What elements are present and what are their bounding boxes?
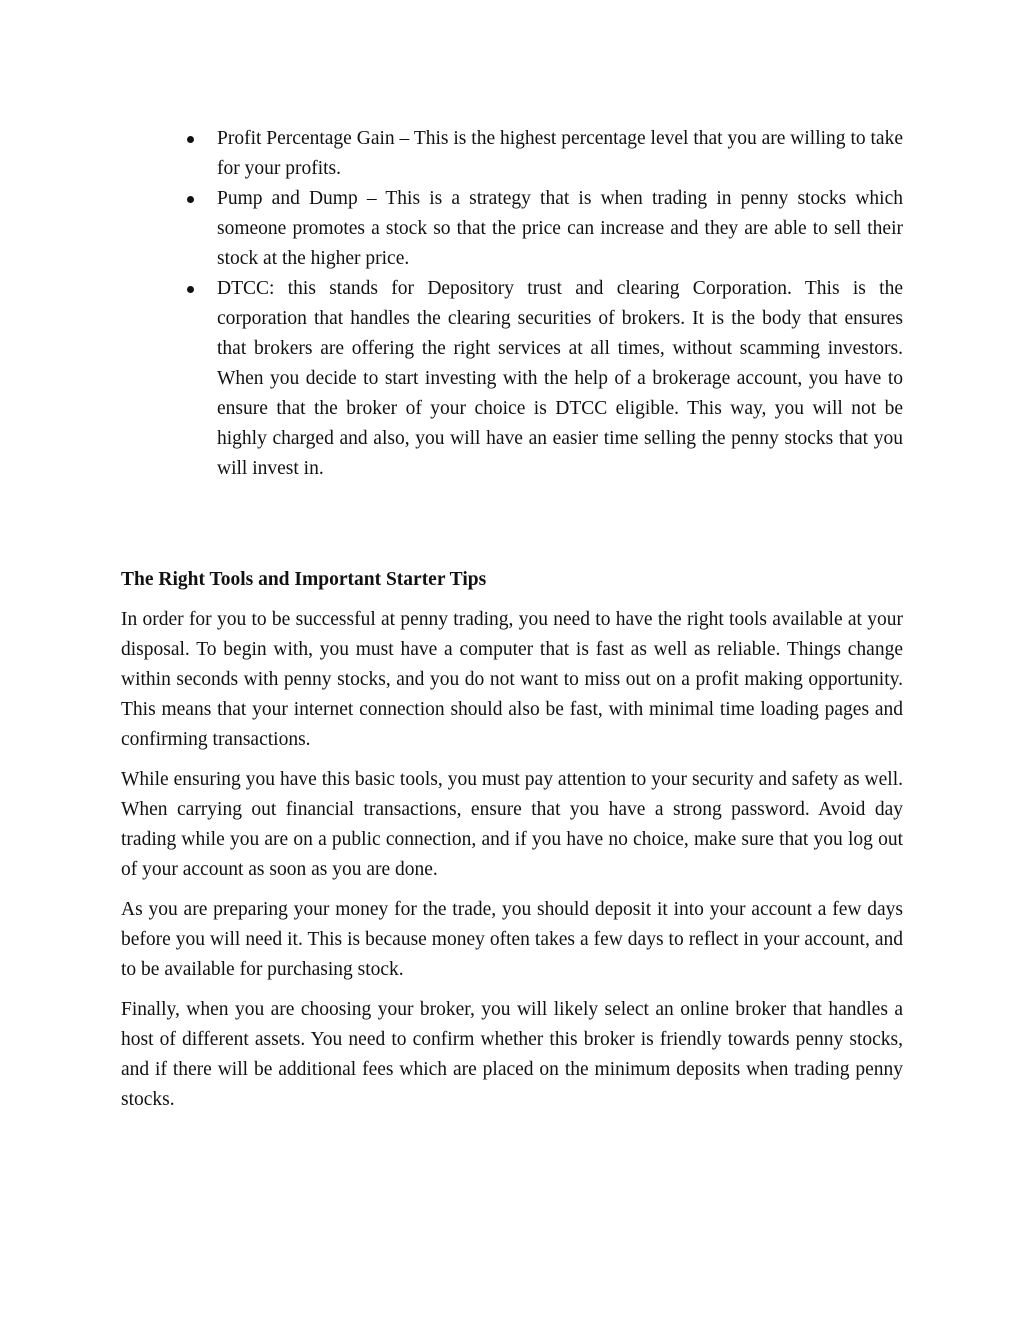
bullet-icon xyxy=(187,136,194,143)
list-item xyxy=(121,124,903,184)
list-item xyxy=(121,184,903,274)
definition-list xyxy=(121,124,903,484)
bullet-icon xyxy=(187,196,194,203)
list-item-text: Profit Percentage Gain – This is the highest percentage level that you are willing to take for your profits. xyxy=(217,128,903,179)
paragraph: Finally, when you are choosing your broker, you will likely select an online broker that handles a host of different assets. You need to confirm whether this broker is friendly towards penny stocks, and if there will be additional fees which are placed on the minimum deposits when trading penny stocks. xyxy=(121,999,903,1110)
paragraph: While ensuring you have this basic tools, you must pay attention to your security and safety as well. When carrying out financial transactions, ensure that you have a strong password. Avoid day trading while you are on a public connection, and if you have no choice, make sure that you log out of your account as soon as you are done. xyxy=(121,769,903,880)
list-item xyxy=(121,274,903,484)
paragraph: In order for you to be successful at penny trading, you need to have the right tools available at your disposal. To begin with, you must have a computer that is fast as well as reliable. Things change within seconds with penny stocks, and you do not want to miss out on a profit making opportunity. This means that your internet connection should also be fast, with minimal time loading pages and confirming transactions. xyxy=(121,609,903,750)
paragraph: As you are preparing your money for the trade, you should deposit it into your account a few days before you will need it. This is because money often takes a few days to reflect in your account, and to be available for purchasing stock. xyxy=(121,899,903,980)
bullet-icon xyxy=(187,286,194,293)
list-item-text: DTCC: this stands for Depository trust and clearing Corporation. This is the corporation that handles the clearing securities of brokers. It is the body that ensures that brokers are offering the right services at all times, without scamming investors. When you decide to start investing with the help of a brokerage account, you have to ensure that the broker of your choice is DTCC eligible. This way, you will not be highly charged and also, you will have an easier time selling the penny stocks that you will invest in. xyxy=(217,278,903,479)
section-heading: The Right Tools and Important Starter Tips xyxy=(121,569,487,590)
list-item-text: Pump and Dump – This is a strategy that is when trading in penny stocks which someone promotes a stock so that the price can increase and they are able to sell their stock at the higher price. xyxy=(217,188,903,269)
tools-section xyxy=(121,565,903,1125)
